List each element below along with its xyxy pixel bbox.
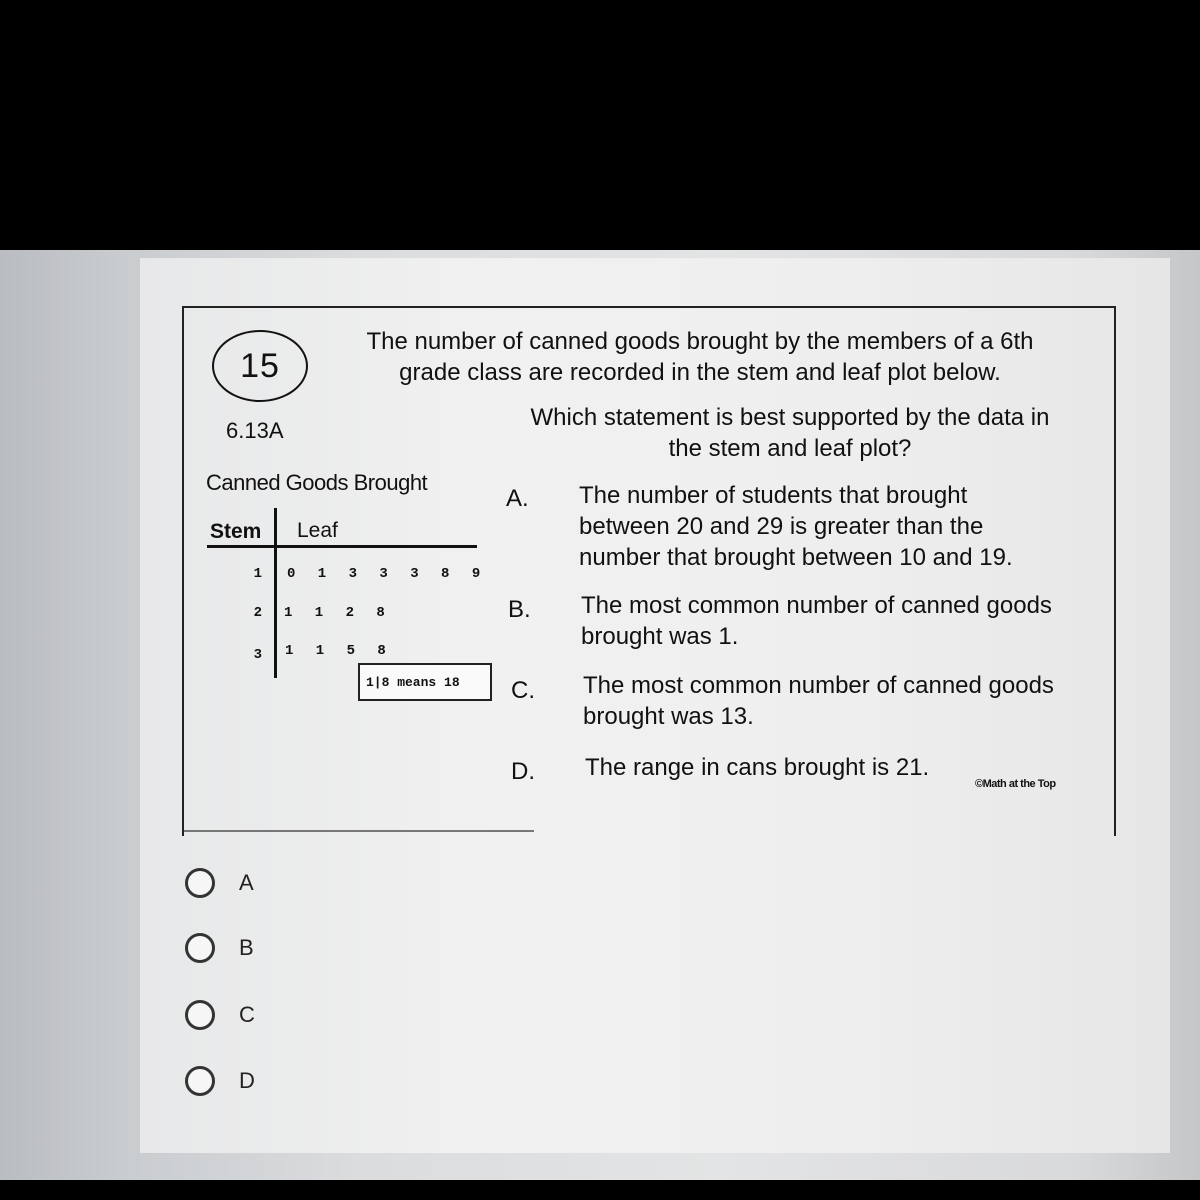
option-label: C xyxy=(239,1002,255,1027)
choice-letter-b: B. xyxy=(508,596,531,623)
choice-line: between 20 and 29 is greater than the xyxy=(579,513,984,540)
choice-text-b xyxy=(581,590,1081,652)
plot-vertical-rule xyxy=(274,508,277,678)
ask-line-1: Which statement is best supported by the data in xyxy=(530,404,1050,431)
option-label: B xyxy=(239,935,254,960)
radio-button[interactable] xyxy=(185,933,215,963)
stem-header: Stem xyxy=(210,520,262,543)
question-number: 15 xyxy=(212,330,308,402)
stem-value: 3 xyxy=(253,647,262,663)
choice-line: brought was 13. xyxy=(583,703,754,730)
choice-line: The number of students that brought xyxy=(579,482,968,509)
radio-button[interactable] xyxy=(185,868,215,898)
answer-option-c[interactable] xyxy=(185,1000,255,1030)
choice-letter-d: D. xyxy=(511,758,535,785)
choice-line: The most common number of canned goods xyxy=(581,592,1052,619)
question-prompt xyxy=(340,326,1060,388)
ask-line-2: the stem and leaf plot? xyxy=(668,435,912,462)
option-label: D xyxy=(239,1068,255,1093)
choice-line: number that brought between 10 and 19. xyxy=(579,544,1013,571)
leaf-values: 1 1 5 8 xyxy=(285,643,393,659)
card-divider xyxy=(184,830,534,832)
choice-line: The most common number of canned goods xyxy=(583,672,1054,699)
choice-line: The range in cans brought is 21. xyxy=(585,754,930,781)
stem-value: 1 xyxy=(253,566,262,582)
choice-letter-a: A. xyxy=(506,485,529,512)
choice-line: brought was 1. xyxy=(581,623,739,650)
copyright-notice: ©Math at the Top xyxy=(975,778,1056,790)
leaf-values: 0 1 3 3 3 8 9 xyxy=(287,566,488,582)
choice-letter-c: C. xyxy=(511,677,535,704)
answer-option-b[interactable] xyxy=(185,933,254,963)
plot-key: 1|8 means 18 xyxy=(358,663,492,701)
leaf-header: Leaf xyxy=(297,519,338,542)
choice-text-a xyxy=(579,480,1049,573)
option-label: A xyxy=(239,870,254,895)
choice-text-d xyxy=(585,752,985,783)
plot-title: Canned Goods Brought xyxy=(206,470,428,495)
prompt-line-2: grade class are recorded in the stem and leaf plot below. xyxy=(399,359,1001,386)
standard-code: 6.13A xyxy=(226,418,284,443)
leaf-values: 1 1 2 8 xyxy=(284,605,392,621)
answer-option-d[interactable] xyxy=(185,1066,255,1096)
question-ask xyxy=(510,402,1070,464)
prompt-line-1: The number of canned goods brought by the members of a 6th xyxy=(366,328,1034,355)
plot-horizontal-rule xyxy=(207,545,477,548)
answer-option-a[interactable] xyxy=(185,868,254,898)
radio-button[interactable] xyxy=(185,1066,215,1096)
stem-value: 2 xyxy=(253,605,262,621)
radio-button[interactable] xyxy=(185,1000,215,1030)
choice-text-c xyxy=(583,670,1083,732)
